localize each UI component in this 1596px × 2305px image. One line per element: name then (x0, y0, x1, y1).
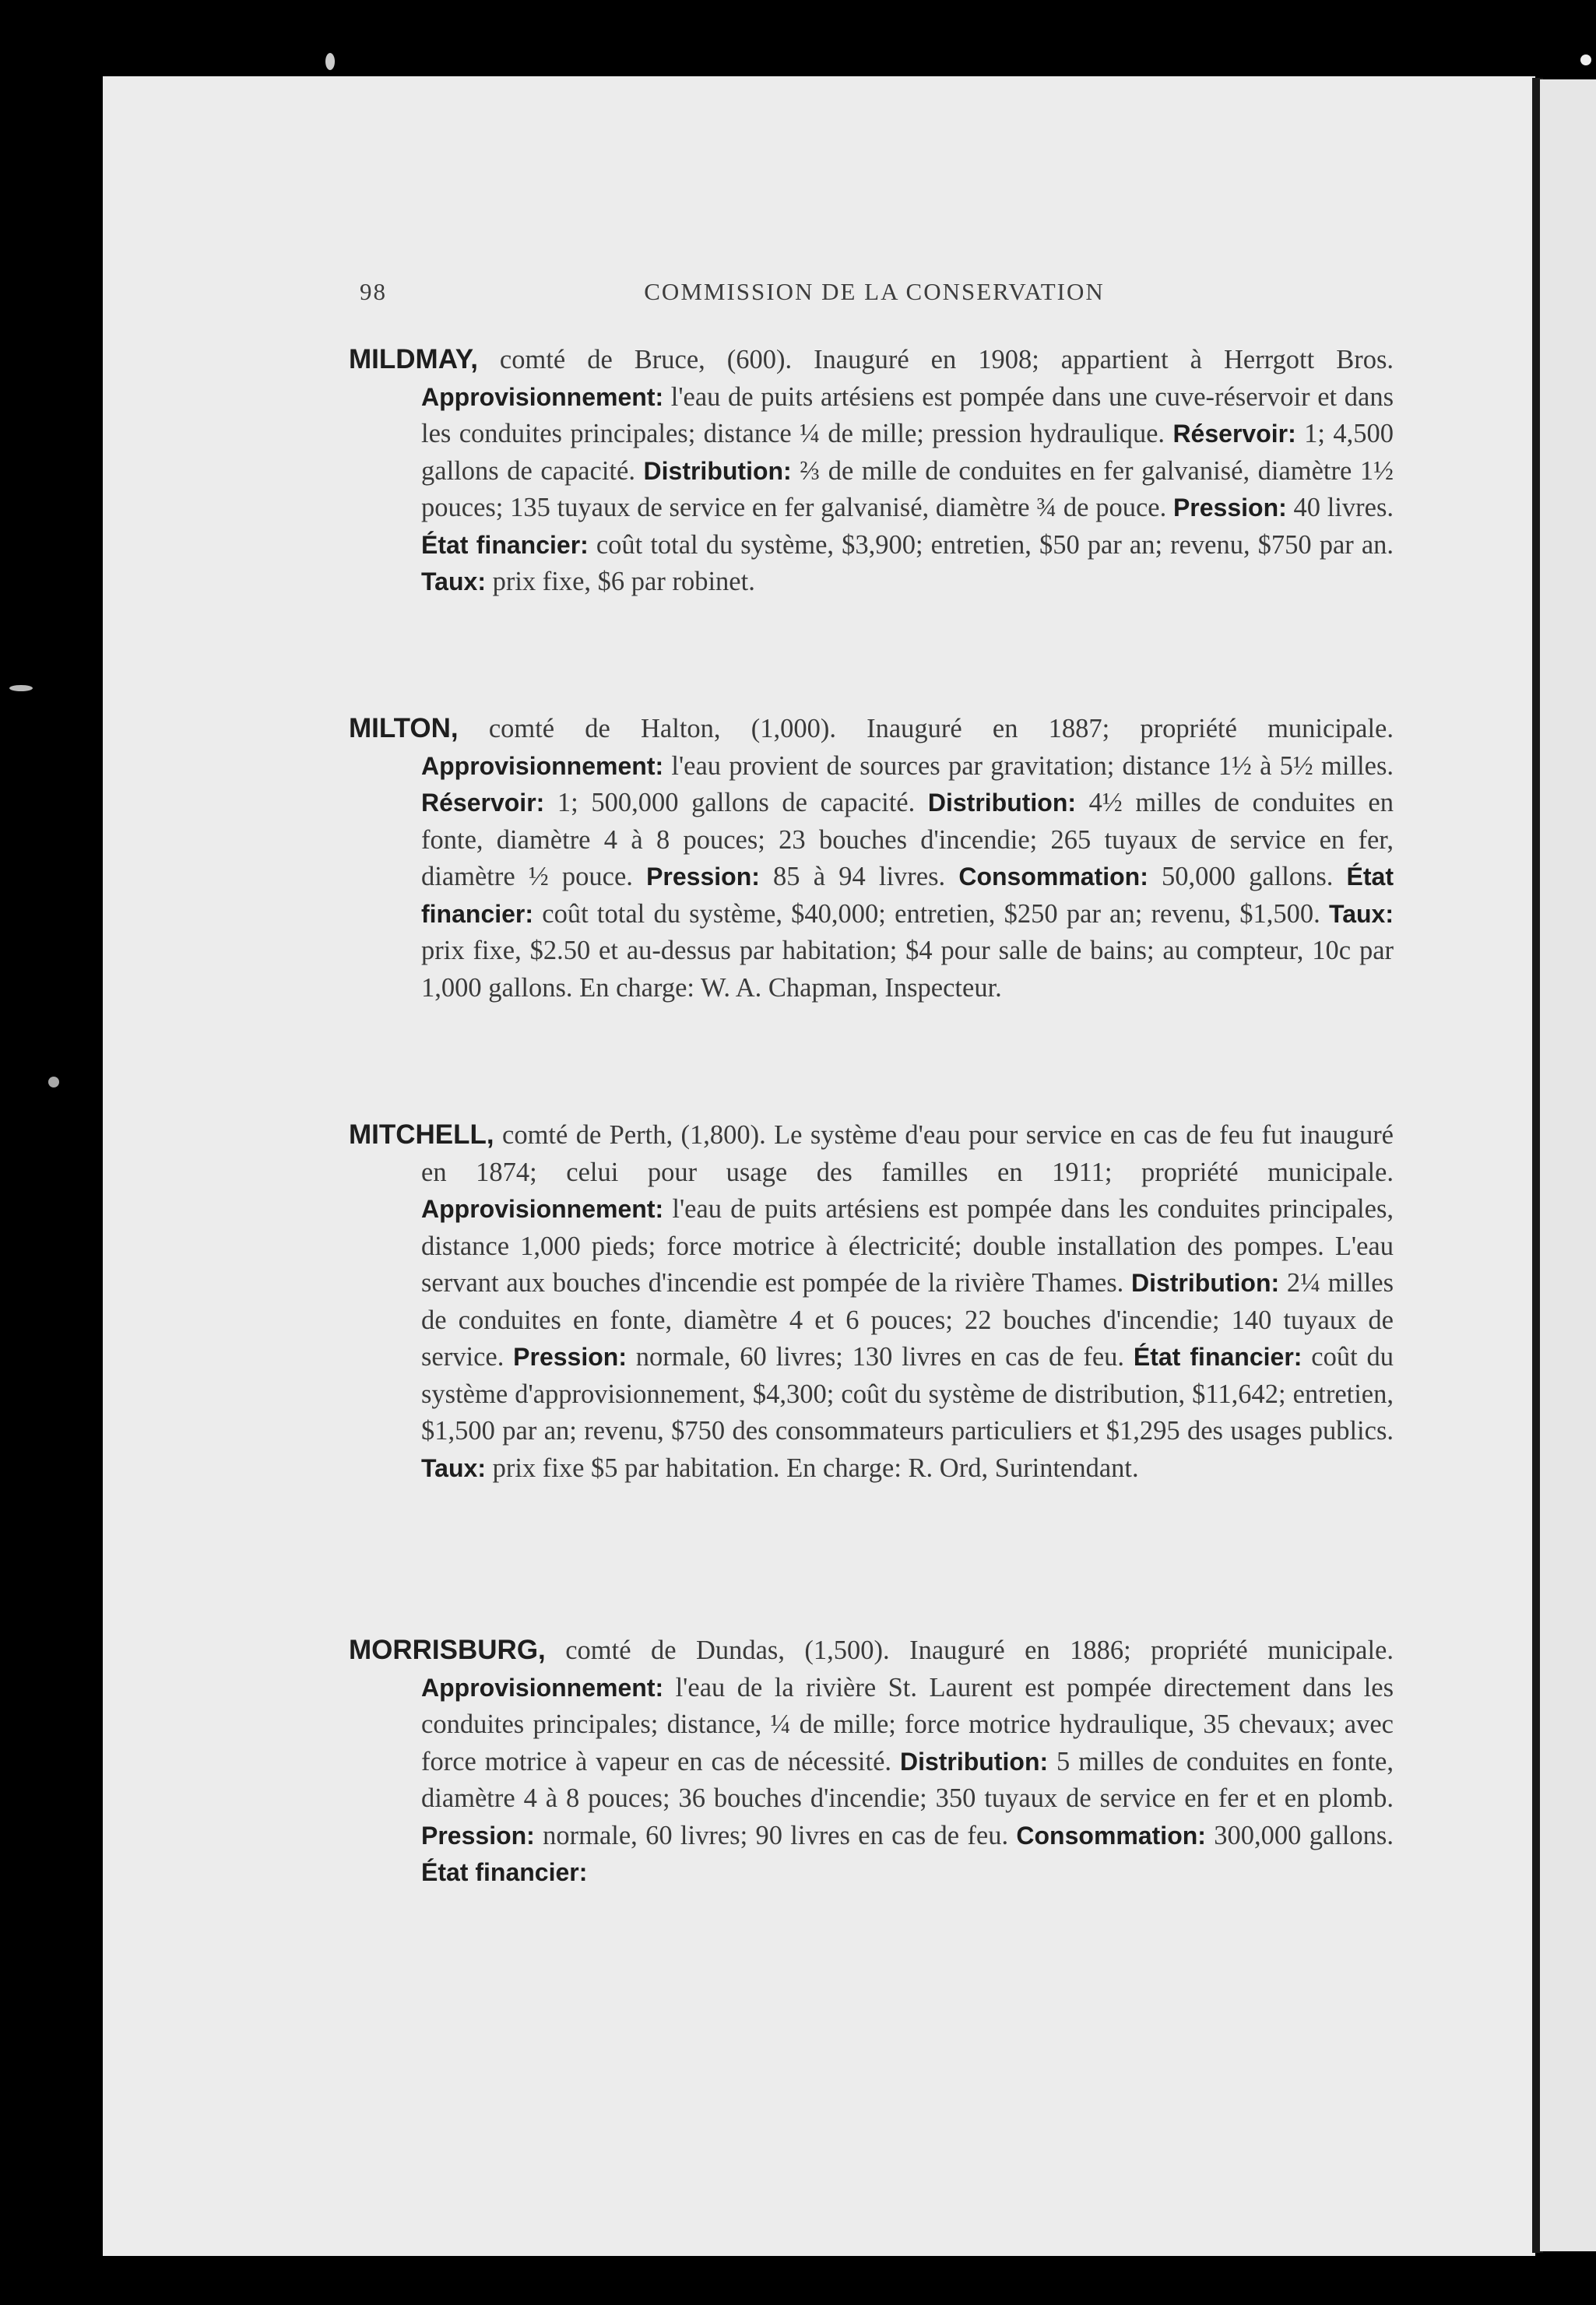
field-label: Distribution: (899, 1747, 1049, 1776)
running-title: COMMISSION DE LA CONSERVATION (644, 278, 1105, 305)
field-text: prix fixe, $2.50 et au-dessus par habitation; $4 pour salle de bains; au compteur, 10c par 1,000 gallons. En charge: W. A. Chapman, Inspecteur. (421, 936, 1394, 1003)
entry-text (349, 341, 1394, 601)
field-label: État financier: (421, 530, 589, 559)
place-name: MILDMAY, (349, 344, 478, 374)
entry-milton (349, 710, 1394, 1007)
field-label: Approvisionnement: (421, 751, 664, 780)
field-label: Réservoir: (1172, 420, 1296, 448)
entry-mildmay (349, 341, 1394, 601)
field-label: État financier: (421, 1858, 588, 1886)
field-label: Pression: (646, 863, 760, 891)
place-name: MILTON, (349, 713, 459, 743)
field-label: Distribution: (927, 789, 1077, 817)
field-text: comté de Halton, (1,000). Inauguré en 1887; propriété municipale. (458, 714, 1394, 743)
field-text: normale, 60 livres; 130 livres en cas de feu. (626, 1342, 1134, 1372)
field-text: coût total du système, $3,900; entretien, $50 par an; revenu, $750 par an. (588, 529, 1394, 560)
field-text: l'eau de la rivière St. Laurent est pompée directement dans les conduites principales; distance, ¼ de mille; force motrice hydraulique, 35 chevaux; avec force motrice à vapeur en cas de nécessité. (421, 1672, 1394, 1776)
scan-speck (48, 1077, 59, 1087)
field-label: Approvisionnement: (421, 1195, 664, 1223)
field-label: Consommation: (1016, 1821, 1206, 1850)
entry-morrisburg (349, 1632, 1394, 1892)
field-text: 5 milles de conduites en fonte, diamètre 4 à 8 pouces; 36 bouches d'incendie; 350 tuyaux de service en fer et en plomb. (421, 1746, 1394, 1813)
field-text: comté de Dundas, (1,500). Inauguré en 1886; propriété municipale. (545, 1636, 1394, 1665)
field-text: l'eau de puits artésiens est pompée dans les conduites principales, distance 1,000 pieds; force motrice à électricité; double installation des pompes. L'eau servant aux bouches d'incendie est pompée de la rivière Thames. (421, 1194, 1394, 1298)
field-label: Taux: (1329, 899, 1394, 928)
field-text: ⅔ de mille de conduites en fer galvanisé, diamètre 1½ pouces; 135 tuyaux de service en fer galvanisé, diamètre ¾ de pouce. (421, 455, 1394, 522)
field-label: Distribution: (643, 456, 792, 485)
scan-speck (325, 53, 335, 70)
field-label: Pression: (421, 1821, 535, 1850)
field-label: Approvisionnement: (421, 382, 664, 411)
place-name: MORRISBURG, (349, 1635, 546, 1665)
scan-speck (1580, 54, 1591, 65)
field-text: 4½ milles de conduites en fonte, diamètre 4 à 8 pouces; 23 bouches d'incendie; 265 tuyaux de service en fer, diamètre ½ pouce. (421, 788, 1394, 891)
page-number: 98 (360, 278, 387, 305)
field-text: l'eau provient de sources par gravitation; distance 1½ à 5½ milles. (663, 750, 1394, 781)
field-label: Consommation: (958, 863, 1148, 891)
field-label: Taux: (421, 1453, 486, 1482)
field-text: 50,000 gallons. (1148, 862, 1347, 891)
entry-text (349, 1116, 1394, 1487)
facing-page-edge (1540, 79, 1596, 2251)
field-text: coût du système d'approvisionnement, $4,300; coût du système de distribution, $11,642; entretien, $1,500 par an; revenu, $750 des consommateurs particuliers et $1,295 des usages publics. (421, 1342, 1394, 1446)
scan-speck (9, 685, 33, 691)
field-text: coût total du système, $40,000; entretien, $250 par an; revenu, $1,500. (533, 898, 1330, 929)
field-text: 2¼ milles de conduites en fonte, diamètre 4 et 6 pouces; 22 bouches d'incendie; 140 tuyaux de service. (421, 1268, 1394, 1372)
field-label: Réservoir: (421, 789, 545, 817)
field-text: l'eau de puits artésiens est pompée dans une cuve-réservoir et dans les conduites principales; distance ¼ de mille; pression hydraulique. (421, 381, 1394, 448)
entry-text (349, 1632, 1394, 1892)
field-text: 300,000 gallons. (1205, 1820, 1394, 1850)
field-label: Pression: (513, 1343, 627, 1371)
field-text: prix fixe, $6 par robinet. (485, 567, 755, 596)
field-text: normale, 60 livres; 90 livres en cas de feu. (534, 1820, 1017, 1850)
field-text: comté de Perth, (1,800). Le système d'eau pour service en cas de feu fut inauguré en 1874; celui pour usage des familles en 1911; propriété municipale. (421, 1120, 1394, 1187)
field-label: Taux: (421, 567, 486, 596)
field-text: 85 à 94 livres. (759, 862, 959, 891)
field-label: Distribution: (1130, 1269, 1280, 1297)
field-text: prix fixe $5 par habitation. En charge: R. Ord, Surintendant. (485, 1453, 1139, 1483)
field-label: Approvisionnement: (421, 1673, 664, 1702)
field-text: comté de Bruce, (600). Inauguré en 1908; appartient à Herrgott Bros. (477, 345, 1394, 374)
place-name: MITCHELL, (349, 1119, 494, 1150)
entry-text (349, 710, 1394, 1007)
page-header (360, 278, 1389, 317)
field-text: 1; 4,500 gallons de capacité. (421, 419, 1394, 486)
field-label: État financier: (1133, 1343, 1302, 1371)
field-label: Pression: (1172, 494, 1287, 522)
field-text: 1; 500,000 gallons de capacité. (544, 788, 928, 817)
field-label: État financier: (421, 863, 1394, 928)
field-text: 40 livres. (1286, 493, 1394, 522)
entry-mitchell (349, 1116, 1394, 1487)
